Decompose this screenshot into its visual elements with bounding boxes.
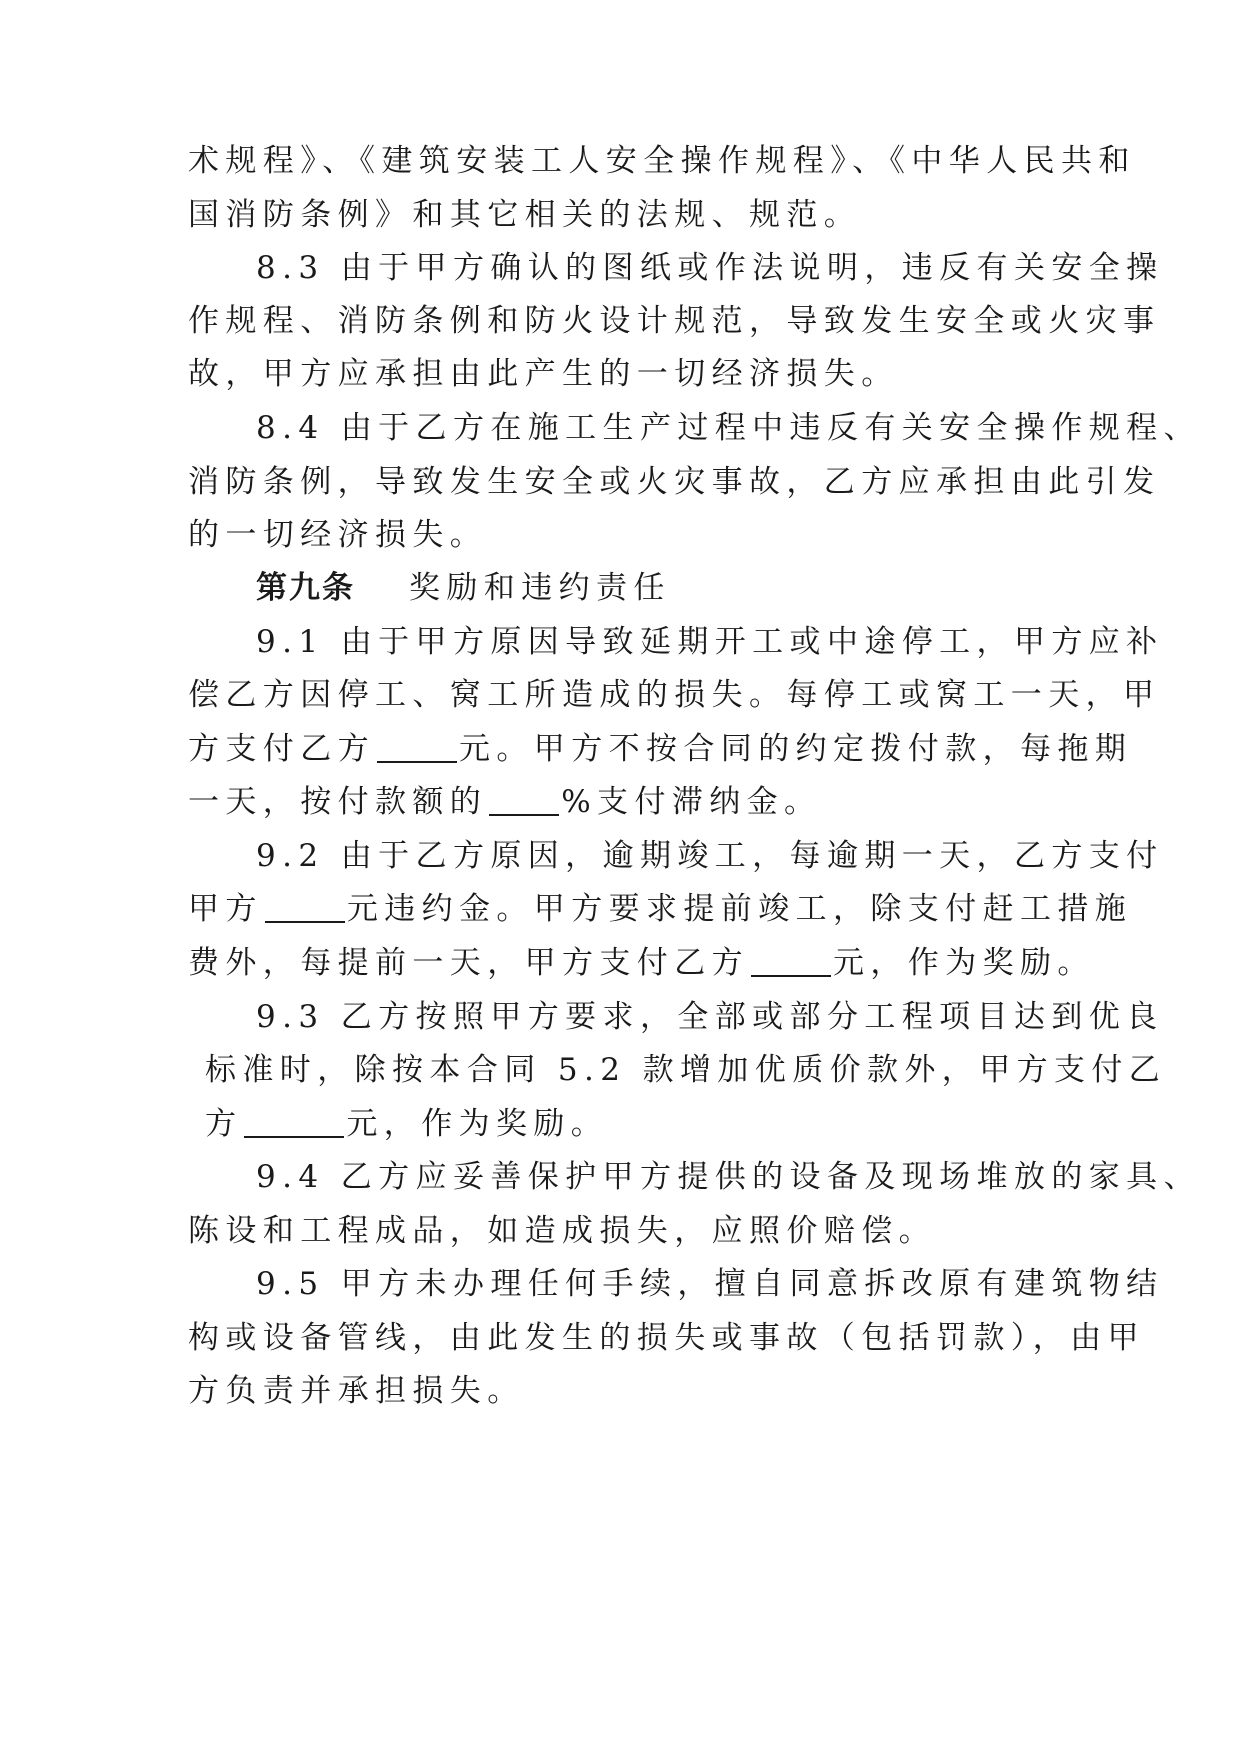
text-line: 国消防条例》和其它相关的法规、规范。 xyxy=(188,197,862,233)
clause-9-5: 9.5 甲方未办理任何手续，擅自同意拆改原有建筑物结 xyxy=(256,1266,1164,1302)
amount-blank xyxy=(377,731,457,763)
text-line: 故，甲方应承担由此产生的一切经济损失。 xyxy=(188,356,899,392)
clause-9-4: 9.4 乙方应妥善保护甲方提供的设备及现场堆放的家具、 xyxy=(256,1159,1201,1195)
text-line: 的一切经济损失。 xyxy=(188,517,488,553)
clause-9-3: 9.3 乙方按照甲方要求，全部或部分工程项目达到优良 xyxy=(256,999,1164,1035)
article-title: 奖励和违约责任 xyxy=(409,570,671,606)
text-line: 方负责并承担损失。 xyxy=(188,1373,525,1409)
text-line: 方 元，作为奖励。 xyxy=(205,1106,609,1142)
clause-9-2: 9.2 由于乙方原因，逾期竣工，每逾期一天，乙方支付 xyxy=(256,838,1164,874)
article-number: 第九条 xyxy=(256,570,355,606)
clause-8-4: 8.4 由于乙方在施工生产过程中违反有关安全操作规程、 xyxy=(256,410,1201,446)
text-line: 偿乙方因停工、窝工所造成的损失。每停工或窝工一天，甲 xyxy=(188,677,1161,713)
text-line: 一天，按付款额的 %支付滞纳金。 xyxy=(188,784,822,820)
text-line: 甲方 元违约金。甲方要求提前竣工，除支付赶工措施 xyxy=(188,891,1133,927)
clause-9-1: 9.1 由于甲方原因导致延期开工或中途停工，甲方应补 xyxy=(256,624,1164,660)
amount-blank xyxy=(751,945,831,977)
text-line: 作规程、消防条例和防火设计规范，导致发生安全或火灾事 xyxy=(188,303,1161,339)
text-line: 方支付乙方 元。甲方不按合同的约定拨付款，每拖期 xyxy=(188,731,1133,767)
text-line: 费外，每提前一天，甲方支付乙方 元，作为奖励。 xyxy=(188,945,1095,981)
article-9-heading xyxy=(256,566,1068,610)
clause-8-3: 8.3 由于甲方确认的图纸或作法说明，违反有关安全操 xyxy=(256,250,1164,286)
text-line: 陈设和工程成品，如造成损失，应照价赔偿。 xyxy=(188,1213,936,1249)
text-line: 构或设备管线，由此发生的损失或事故（包括罚款），由甲 xyxy=(188,1320,1145,1356)
text-line: 标准时，除按本合同 5.2 款增加优质价款外，甲方支付乙 xyxy=(205,1052,1167,1088)
amount-blank xyxy=(265,891,345,923)
amount-blank xyxy=(244,1106,344,1138)
text-line: 消防条例，导致发生安全或火灾事故，乙方应承担由此引发 xyxy=(188,464,1161,500)
percent-blank xyxy=(489,784,559,816)
text-line: 术规程》、《建筑安装工人安全操作规程》、《中华人民共和 xyxy=(188,143,1136,179)
